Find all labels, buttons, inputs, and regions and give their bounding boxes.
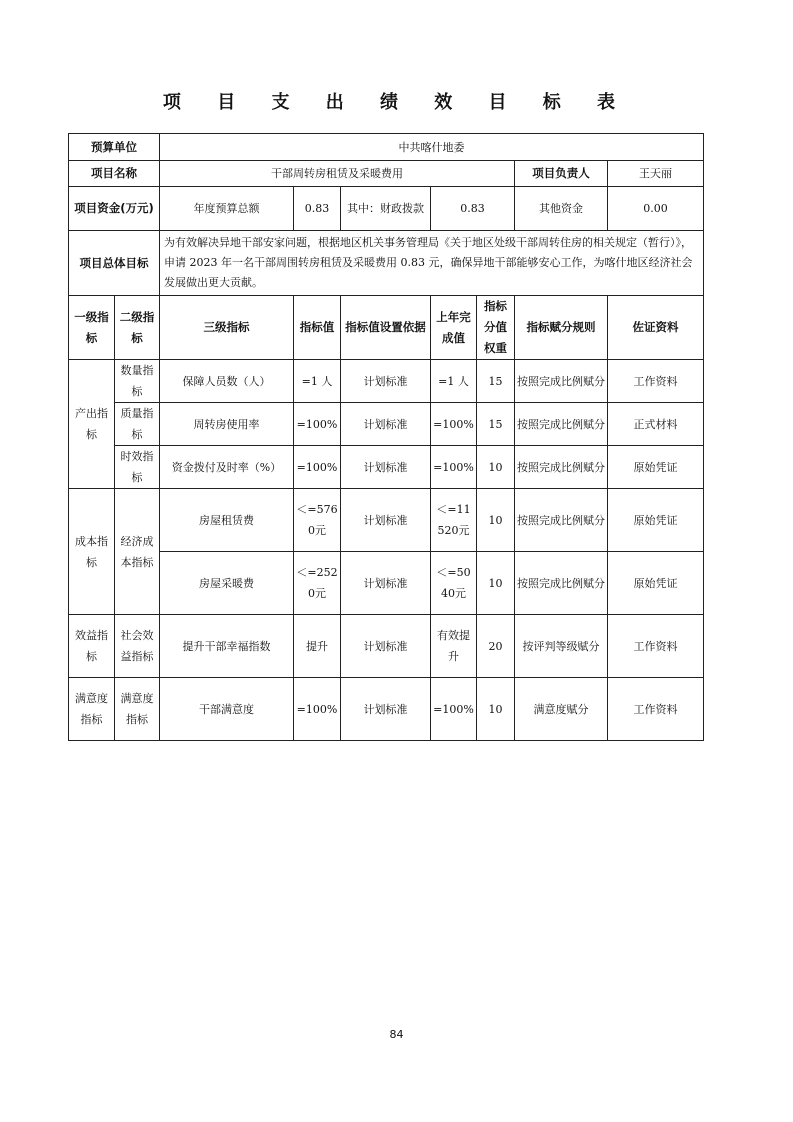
value-cell: ＜=2520元 (294, 552, 341, 615)
level3-cell: 保障人员数（人） (160, 360, 294, 403)
header-basis: 指标值设置依据 (341, 296, 431, 360)
header-rule: 指标赋分规则 (515, 296, 608, 360)
weight-cell: 10 (477, 678, 515, 741)
fiscal-funds-label: 其中：财政拨款 (341, 187, 431, 231)
header-level2: 二级指标 (115, 296, 160, 360)
evidence-cell: 原始凭证 (608, 446, 704, 489)
group-satisfaction: 满意度指标 (69, 678, 115, 741)
level3-cell: 干部满意度 (160, 678, 294, 741)
overall-goal-text: 为有效解决异地干部安家问题，根据地区机关事务管理局《关于地区处级干部周转住房的相关规定（暂行）》，申请 2023 年一名干部周围转房租赁及采暖费用 0.83 元，确保异地干部能够安心工作，为喀什地区经济社会发展做出更大贡献。 (160, 231, 704, 296)
unit-value: 中共喀什地委 (160, 134, 704, 161)
rule-cell: 满意度赋分 (515, 678, 608, 741)
unit-label: 预算单位 (69, 134, 160, 161)
basis-cell: 计划标准 (341, 489, 431, 552)
basis-cell: 计划标准 (341, 552, 431, 615)
basis-cell: 计划标准 (341, 360, 431, 403)
level3-cell: 房屋租赁费 (160, 489, 294, 552)
level2-cell: 满意度指标 (115, 678, 160, 741)
level2-cell: 社会效益指标 (115, 615, 160, 678)
level2-cell: 经济成本指标 (115, 489, 160, 615)
rule-cell: 按照完成比例赋分 (515, 403, 608, 446)
value-cell: =100% (294, 446, 341, 489)
annual-budget-value: 0.83 (294, 187, 341, 231)
weight-cell: 10 (477, 489, 515, 552)
basis-cell: 计划标准 (341, 403, 431, 446)
level3-cell: 提升干部幸福指数 (160, 615, 294, 678)
level3-cell: 周转房使用率 (160, 403, 294, 446)
value-cell: =1 人 (294, 360, 341, 403)
value-cell: ＜=5760元 (294, 489, 341, 552)
header-level3: 三级指标 (160, 296, 294, 360)
value-cell: 提升 (294, 615, 341, 678)
rule-cell: 按照完成比例赋分 (515, 360, 608, 403)
page-number: 84 (389, 1028, 404, 1041)
last-year-cell: ＜=5040元 (431, 552, 477, 615)
overall-goal-label: 项目总体目标 (69, 231, 160, 296)
header-weight: 指标分值权重 (477, 296, 515, 360)
value-cell: =100% (294, 678, 341, 741)
other-funds-label: 其他资金 (515, 187, 608, 231)
basis-cell: 计划标准 (341, 678, 431, 741)
header-value: 指标值 (294, 296, 341, 360)
group-output: 产出指标 (69, 360, 115, 489)
weight-cell: 10 (477, 552, 515, 615)
weight-cell: 15 (477, 360, 515, 403)
evidence-cell: 原始凭证 (608, 552, 704, 615)
rule-cell: 按照完成比例赋分 (515, 552, 608, 615)
project-leader-label: 项目负责人 (515, 161, 608, 187)
level2-cell: 质量指标 (115, 403, 160, 446)
last-year-cell: =100% (431, 446, 477, 489)
funds-label: 项目资金(万元) (69, 187, 160, 231)
project-name-label: 项目名称 (69, 161, 160, 187)
weight-cell: 10 (477, 446, 515, 489)
level2-cell: 时效指标 (115, 446, 160, 489)
level3-cell: 房屋采暖费 (160, 552, 294, 615)
last-year-cell: 有效提升 (431, 615, 477, 678)
fiscal-funds-value: 0.83 (431, 187, 515, 231)
last-year-cell: =100% (431, 403, 477, 446)
header-level1: 一级指标 (69, 296, 115, 360)
weight-cell: 15 (477, 403, 515, 446)
last-year-cell: ＜=11520元 (431, 489, 477, 552)
header-evidence: 佐证资料 (608, 296, 704, 360)
project-leader-value: 王天丽 (608, 161, 704, 187)
last-year-cell: =1 人 (431, 360, 477, 403)
performance-target-table (68, 133, 704, 741)
evidence-cell: 工作资料 (608, 615, 704, 678)
last-year-cell: =100% (431, 678, 477, 741)
basis-cell: 计划标准 (341, 446, 431, 489)
rule-cell: 按照完成比例赋分 (515, 446, 608, 489)
evidence-cell: 工作资料 (608, 360, 704, 403)
header-last-year: 上年完成值 (431, 296, 477, 360)
evidence-cell: 工作资料 (608, 678, 704, 741)
basis-cell: 计划标准 (341, 615, 431, 678)
evidence-cell: 原始凭证 (608, 489, 704, 552)
group-cost: 成本指标 (69, 489, 115, 615)
page-title: 项 目 支 出 绩 效 目 标 表 (162, 92, 631, 113)
value-cell: =100% (294, 403, 341, 446)
evidence-cell: 正式材料 (608, 403, 704, 446)
level3-cell: 资金拨付及时率（%） (160, 446, 294, 489)
other-funds-value: 0.00 (608, 187, 704, 231)
rule-cell: 按评判等级赋分 (515, 615, 608, 678)
group-benefit: 效益指标 (69, 615, 115, 678)
annual-budget-label: 年度预算总额 (160, 187, 294, 231)
weight-cell: 20 (477, 615, 515, 678)
level2-cell: 数量指标 (115, 360, 160, 403)
rule-cell: 按照完成比例赋分 (515, 489, 608, 552)
project-name-value: 干部周转房租赁及采暖费用 (160, 161, 515, 187)
